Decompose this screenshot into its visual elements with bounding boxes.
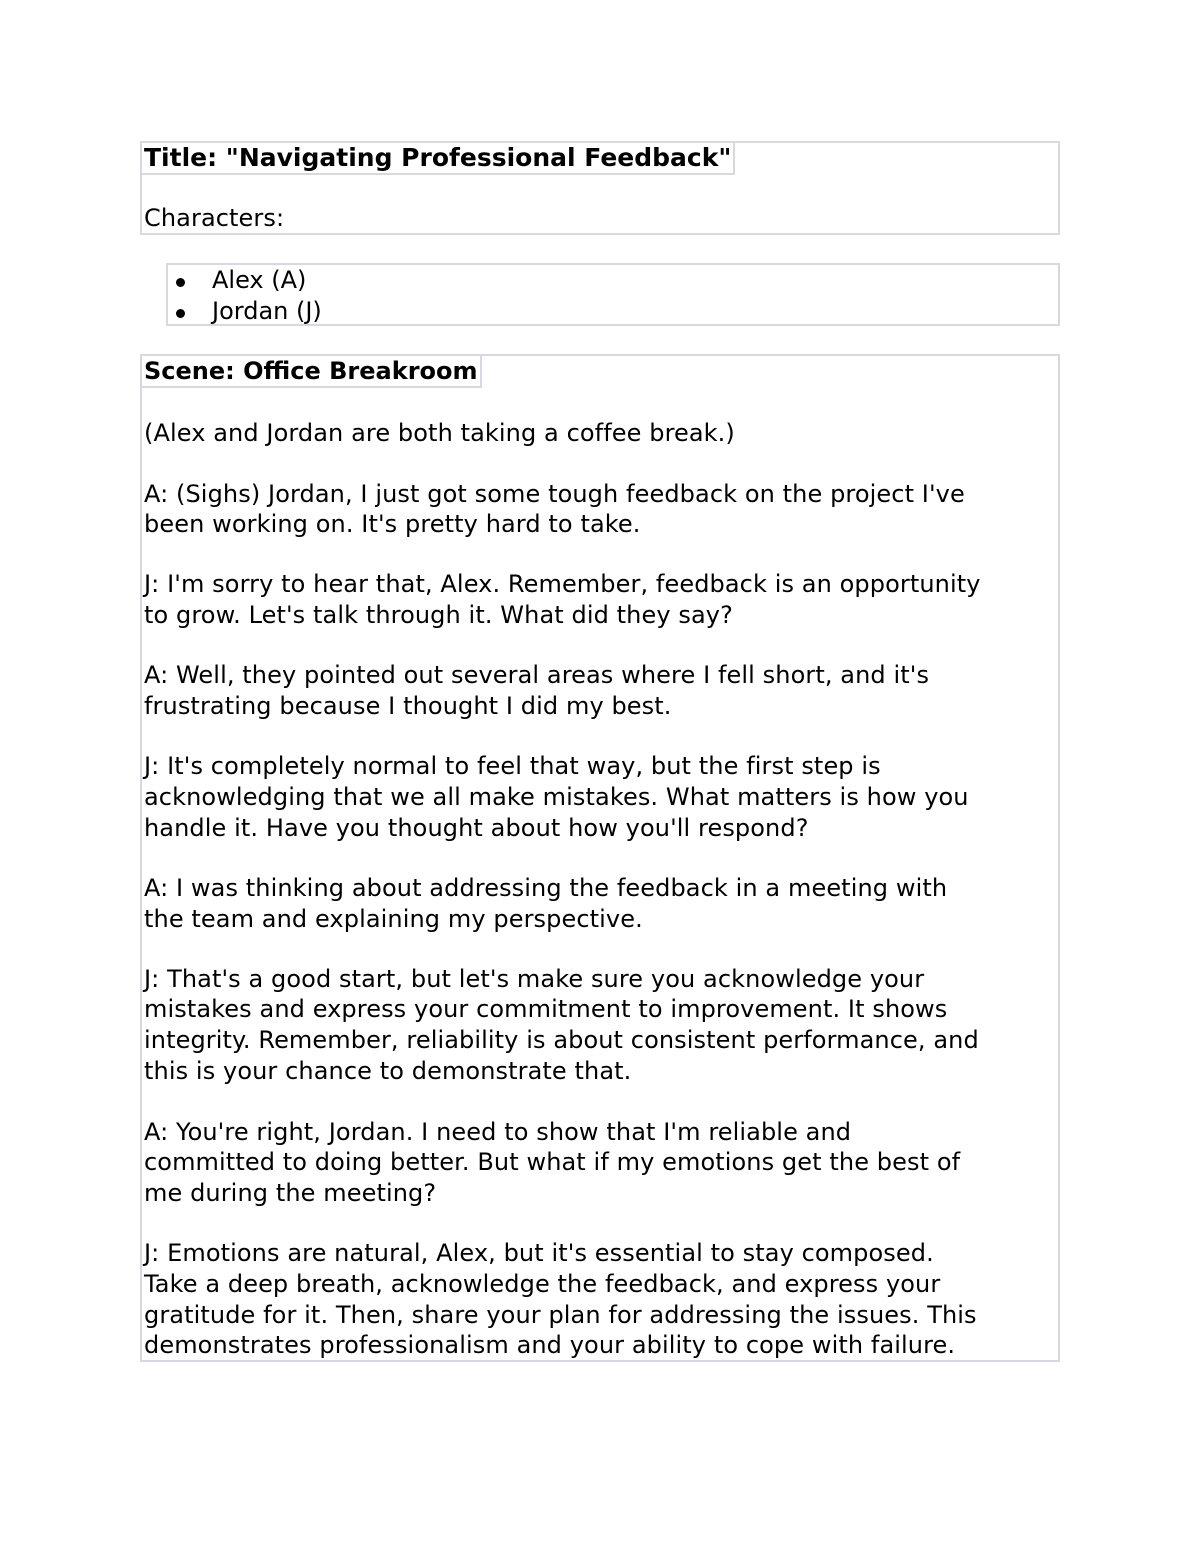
dialogue-line: been working on. It's pretty hard to take. bbox=[144, 510, 641, 538]
scene-heading: Scene: Office Breakroom bbox=[142, 356, 482, 388]
characters-label: Characters: bbox=[144, 204, 285, 232]
characters-list bbox=[166, 263, 1060, 326]
dialogue-line: A: You're right, Jordan. I need to show that I'm reliable and bbox=[144, 1118, 852, 1146]
dialogue-line: J: That's a good start, but let's make sure you acknowledge your bbox=[144, 965, 925, 993]
document-title: Title: "Navigating Professional Feedback" bbox=[142, 143, 735, 175]
dialogue-line: me during the meeting? bbox=[144, 1179, 437, 1207]
dialogue-line: mistakes and express your commitment to improvement. It shows bbox=[144, 995, 948, 1023]
dialogue-line: to grow. Let's talk through it. What did they say? bbox=[144, 601, 733, 629]
dialogue-line: A: (Sighs) Jordan, I just got some tough feedback on the project I've bbox=[144, 480, 965, 508]
dialogue-line: J: Emotions are natural, Alex, but it's essential to stay composed. bbox=[144, 1239, 934, 1267]
scene-block bbox=[140, 354, 1060, 1362]
dialogue-line: A: Well, they pointed out several areas where I fell short, and it's bbox=[144, 661, 930, 689]
dialogue-line: committed to doing better. But what if my emotions get the best of bbox=[144, 1148, 961, 1176]
bullet-icon bbox=[176, 309, 185, 318]
dialogue-line: Take a deep breath, acknowledge the feedback, and express your bbox=[144, 1270, 941, 1298]
character-item: Alex (A) bbox=[212, 266, 307, 294]
character-item: Jordan (J) bbox=[212, 297, 322, 325]
dialogue-line: gratitude for it. Then, share your plan for addressing the issues. This bbox=[144, 1301, 977, 1329]
dialogue-line: handle it. Have you thought about how you'll respond? bbox=[144, 814, 809, 842]
dialogue-line: J: I'm sorry to hear that, Alex. Remember, feedback is an opportunity bbox=[144, 570, 981, 598]
dialogue-line: J: It's completely normal to feel that way, but the first step is bbox=[144, 752, 881, 780]
dialogue-line: integrity. Remember, reliability is about consistent performance, and bbox=[144, 1026, 979, 1054]
dialogue-line: acknowledging that we all make mistakes. What matters is how you bbox=[144, 783, 969, 811]
title-block bbox=[140, 141, 1060, 235]
dialogue-line: this is your chance to demonstrate that. bbox=[144, 1057, 632, 1085]
dialogue-line: demonstrates professionalism and your ability to cope with failure. bbox=[144, 1331, 956, 1359]
dialogue-line: A: I was thinking about addressing the feedback in a meeting with bbox=[144, 874, 948, 902]
stage-direction: (Alex and Jordan are both taking a coffee break.) bbox=[144, 419, 735, 447]
dialogue-line: frustrating because I thought I did my best. bbox=[144, 692, 672, 720]
bullet-icon bbox=[176, 278, 185, 287]
dialogue-line: the team and explaining my perspective. bbox=[144, 905, 643, 933]
